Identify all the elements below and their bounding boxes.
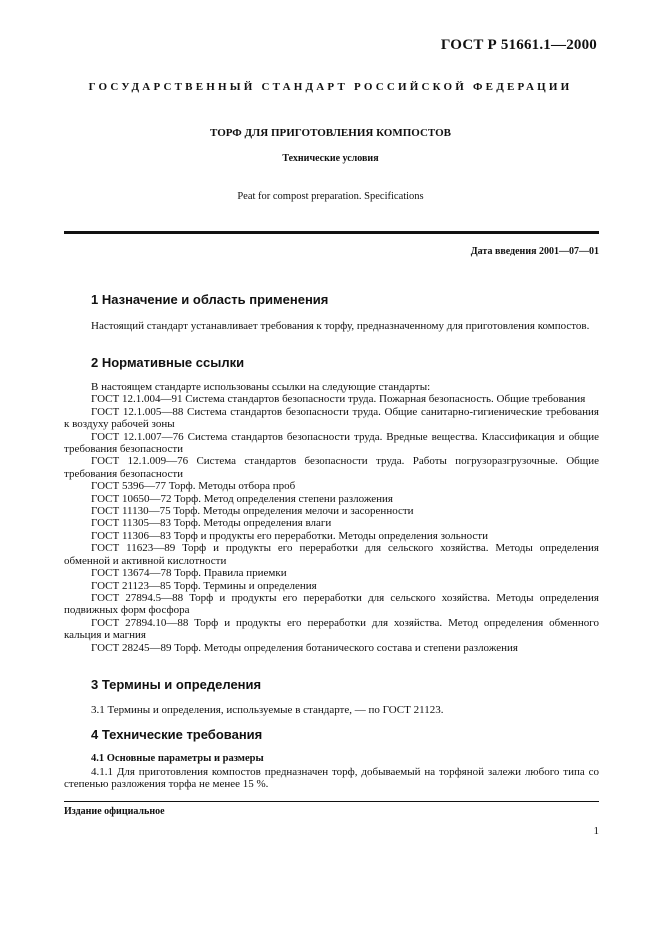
section-1-heading: 1 Назначение и область применения	[91, 292, 329, 307]
document-subtitle: Технические условия	[282, 153, 379, 164]
section-1-body	[64, 320, 599, 332]
reference-item: ГОСТ 12.1.005—88 Система стандартов безопасности труда. Общие санитарно-гигиенические требования к воздуху рабочей зоны	[64, 405, 599, 431]
reference-item: ГОСТ 5396—77 Торф. Методы отбора проб	[91, 480, 296, 493]
section-3-body	[64, 704, 599, 716]
state-standard-heading: ГОСУДАРСТВЕННЫЙ СТАНДАРТ РОССИЙСКОЙ ФЕДЕРАЦИИ	[88, 81, 573, 93]
english-title: Peat for compost preparation. Specifications	[237, 191, 424, 202]
document-title: ТОРФ ДЛЯ ПРИГОТОВЛЕНИЯ КОМПОСТОВ	[210, 127, 451, 139]
reference-item: ГОСТ 11305—83 Торф. Методы определения влаги	[91, 517, 332, 530]
reference-item: ГОСТ 11623—89 Торф и продукты его переработки для сельского хозяйства. Методы определения обменной и активной кислотности	[64, 542, 599, 567]
title-divider	[64, 231, 599, 234]
reference-item: ГОСТ 28245—89 Торф. Методы определения ботанического состава и степени разложения	[91, 641, 518, 654]
section-3-heading: 3 Термины и определения	[91, 677, 262, 692]
section-4-text: 4.1.1 Для приготовления компостов предназначен торф, добываемый на торфяной залежи любого типа со степенью разложения торфа не менее 15 %.	[64, 766, 599, 791]
section-1-text: Настоящий стандарт устанавливает требования к торфу, предназначенному для приготовления компостов.	[91, 320, 590, 332]
section-2-heading: 2 Нормативные ссылки	[91, 355, 245, 370]
reference-item: ГОСТ 11130—75 Торф. Методы определения мелочи и засоренности	[91, 505, 414, 518]
reference-item: ГОСТ 12.1.004—91 Система стандартов безопасности труда. Пожарная безопасность. Общие требования	[91, 393, 586, 406]
reference-item: ГОСТ 10650—72 Торф. Метод определения степени разложения	[91, 492, 393, 505]
section-2-body	[64, 381, 599, 654]
references-intro: В настоящем стандарте использованы ссылки на следующие стандарты:	[91, 381, 431, 393]
reference-item: ГОСТ 12.1.009—76 Система стандартов безопасности труда. Работы погрузоразгрузочные. Общие требования безопасности	[64, 455, 599, 480]
introduction-date: Дата введения 2001—07—01	[470, 246, 599, 257]
reference-item: ГОСТ 13674—78 Торф. Правила приемки	[91, 567, 287, 580]
section-4-heading: 4 Технические требования	[91, 727, 263, 742]
footer-divider	[64, 801, 599, 802]
subsection-4-1-heading: 4.1 Основные параметры и размеры	[91, 753, 264, 764]
reference-item: ГОСТ 21123—85 Торф. Термины и определения	[91, 579, 317, 592]
reference-item: ГОСТ 11306—83 Торф и продукты его переработки. Методы определения зольности	[91, 529, 488, 542]
section-4-body	[64, 766, 599, 791]
section-3-text: 3.1 Термины и определения, используемые в стандарте, — по ГОСТ 21123.	[91, 704, 444, 716]
reference-item: ГОСТ 27894.5—88 Торф и продукты его переработки для сельского хозяйства. Методы определения подвижных форм фосфора	[64, 591, 599, 617]
document-number: ГОСТ Р 51661.1—2000	[440, 37, 597, 53]
reference-item: ГОСТ 27894.10—88 Торф и продукты его переработки для хозяйства. Метод определения обменного кальция и магния	[64, 616, 599, 642]
page-number: 1	[593, 825, 599, 837]
edition-label: Издание официальное	[64, 806, 165, 817]
reference-item: ГОСТ 12.1.007—76 Система стандартов безопасности труда. Вредные вещества. Классификация и общие требования безопасности	[64, 430, 599, 456]
